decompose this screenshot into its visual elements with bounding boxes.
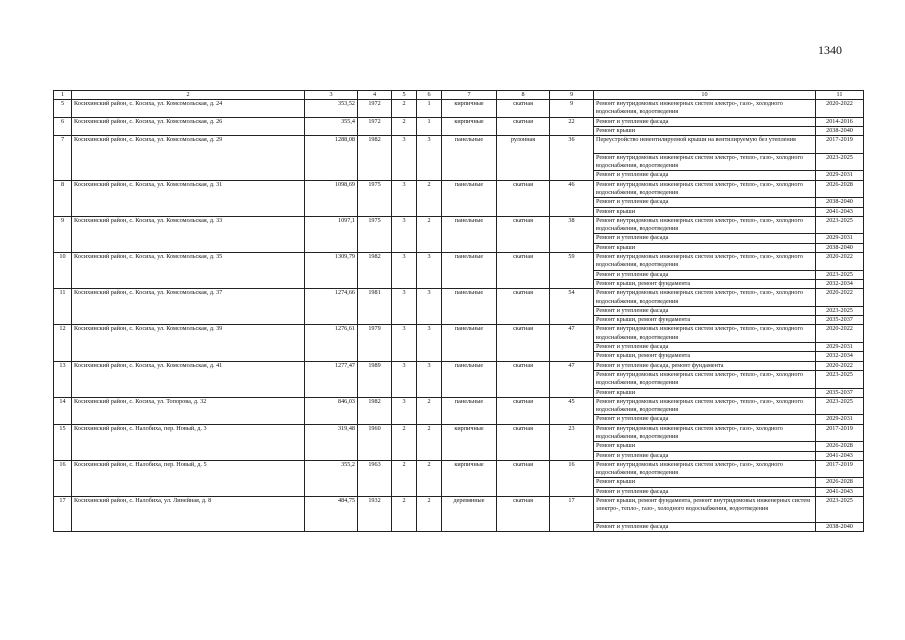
repair-period-cell: 2023-2025 [816,306,864,315]
roof-type-cell: скатная [497,361,550,397]
floors-cell: 3 [392,397,417,424]
column-header: 6 [417,91,442,100]
row-number-cell: 8 [54,180,72,216]
repair-work-cell: Ремонт внутридомовых инженерных систем электро-, тепло-, газо-, холодного водоснабжения, водоотведения [594,325,816,343]
repair-work-cell: Ремонт крыши, ремонт фундамента [594,316,816,325]
repair-period-cell: 2041-2043 [816,487,864,496]
area-cell: 355,2 [305,460,358,496]
residents-cell: 17 [550,497,594,532]
entrances-cell: 3 [417,361,442,397]
repair-work-cell: Ремонт крыши [594,243,816,252]
building-row [54,397,864,415]
repair-period-cell: 2023-2025 [816,497,864,523]
entrances-cell: 2 [417,397,442,424]
repair-work-cell: Ремонт внутридомовых инженерных систем электро-, тепло-, газо-, холодного водоснабжения, водоотведения [594,289,816,307]
roof-type-cell: скатная [497,289,550,325]
floors-cell: 2 [392,497,417,532]
floors-cell: 2 [392,100,417,118]
year-built-cell: 1972 [358,117,392,136]
repair-work-cell: Ремонт и утепление фасада [594,522,816,531]
row-number-cell: 17 [54,497,72,532]
roof-type-cell: скатная [497,397,550,424]
repair-period-cell: 2020-2022 [816,325,864,343]
repair-work-cell: Ремонт и утепление фасада [594,487,816,496]
row-number-cell: 10 [54,253,72,289]
building-row [54,289,864,307]
repair-period-cell: 2035-2037 [816,316,864,325]
entrances-cell: 3 [417,325,442,361]
wall-material-cell: кирпичные [442,460,497,496]
year-built-cell: 1972 [358,100,392,118]
repair-period-cell: 2026-2028 [816,442,864,451]
repair-work-cell: Ремонт крыши, ремонт фундамента, ремонт внутридомовых инженерных систем электро-, тепло-, газо-, холодного водоснабжения, водоотведения [594,497,816,523]
page-number: 1340 [818,43,842,57]
repair-work-cell: Ремонт внутридомовых инженерных систем электро-, тепло-, газо-, холодного водоснабжения, водоотведения [594,180,816,198]
building-row [54,100,864,118]
roof-type-cell: скатная [497,424,550,460]
column-header: 3 [305,91,358,100]
year-built-cell: 1989 [358,361,392,397]
row-number-cell: 15 [54,424,72,460]
area-cell: 1288,08 [305,136,358,180]
floors-cell: 3 [392,361,417,397]
entrances-cell: 1 [417,100,442,118]
repair-period-cell: 2041-2043 [816,451,864,460]
area-cell: 1274,66 [305,289,358,325]
row-number-cell: 11 [54,289,72,325]
residents-cell: 45 [550,397,594,424]
address-cell: Косихинский район, с. Косиха, ул. Комсомольская, д. 37 [72,289,305,325]
wall-material-cell: панельные [442,253,497,289]
address-cell: Косихинский район, с. Косиха, ул. Комсомольская, д. 31 [72,180,305,216]
housing-register-table [53,90,864,532]
wall-material-cell: кирпичные [442,424,497,460]
wall-material-cell: кирпичные [442,100,497,118]
column-header: 8 [497,91,550,100]
repair-period-cell: 2035-2037 [816,388,864,397]
repair-period-cell: 2020-2022 [816,289,864,307]
residents-cell: 47 [550,325,594,361]
repair-work-cell: Ремонт и утепление фасада [594,171,816,180]
roof-type-cell: скатная [497,497,550,532]
repair-work-cell: Ремонт и утепление фасада, ремонт фундамента [594,361,816,370]
entrances-cell: 2 [417,497,442,532]
wall-material-cell: панельные [442,361,497,397]
repair-work-cell: Ремонт и утепление фасада [594,117,816,126]
wall-material-cell: панельные [442,216,497,252]
year-built-cell: 1932 [358,497,392,532]
row-number-cell: 6 [54,117,72,136]
area-cell: 846,03 [305,397,358,424]
repair-work-cell: Ремонт и утепление фасада [594,451,816,460]
wall-material-cell: кирпичные [442,117,497,136]
repair-period-cell: 2038-2040 [816,243,864,252]
building-row [54,136,864,154]
address-cell: Косихинский район, с. Косиха, ул. Комсомольская, д. 24 [72,100,305,118]
floors-cell: 2 [392,117,417,136]
building-row [54,424,864,442]
repair-period-cell: 2029-2031 [816,171,864,180]
repair-work-cell: Ремонт внутридомовых инженерных систем электро-, тепло-, газо-, холодного водоснабжения, водоотведения [594,370,816,388]
roof-type-cell: скатная [497,180,550,216]
address-cell: Косихинский район, с. Налобиха, пер. Новый, д. 3 [72,424,305,460]
year-built-cell: 1975 [358,216,392,252]
roof-type-cell: скатная [497,325,550,361]
wall-material-cell: панельные [442,136,497,180]
column-header: 5 [392,91,417,100]
address-cell: Косихинский район, с. Налобиха, ул. Линейная, д. 8 [72,497,305,532]
wall-material-cell: панельные [442,180,497,216]
repair-period-cell: 2017-2019 [816,424,864,442]
repair-period-cell: 2023-2025 [816,216,864,234]
repair-period-cell: 2017-2019 [816,460,864,478]
area-cell: 319,48 [305,424,358,460]
row-number-cell: 13 [54,361,72,397]
repair-work-cell: Ремонт крыши [594,478,816,487]
row-number-cell: 12 [54,325,72,361]
year-built-cell: 1979 [358,325,392,361]
year-built-cell: 1982 [358,136,392,180]
area-cell: 1097,1 [305,216,358,252]
repair-work-cell: Ремонт крыши, ремонт фундамента [594,352,816,361]
repair-period-cell: 2017-2019 [816,136,864,154]
entrances-cell: 2 [417,424,442,460]
repair-work-cell: Ремонт и утепление фасада [594,234,816,243]
year-built-cell: 1982 [358,397,392,424]
repair-work-cell: Ремонт и утепление фасада [594,306,816,315]
building-row [54,180,864,198]
column-header: 9 [550,91,594,100]
repair-work-cell: Ремонт внутридомовых инженерных систем электро-, газо-, холодного водоснабжения, водоотведения [594,424,816,442]
area-cell: 484,75 [305,497,358,532]
address-cell: Косихинский район, с. Косиха, ул. Комсомольская, д. 39 [72,325,305,361]
area-cell: 1276,61 [305,325,358,361]
residents-cell: 16 [550,460,594,496]
column-header: 10 [594,91,816,100]
area-cell: 1098,69 [305,180,358,216]
repair-period-cell: 2038-2040 [816,126,864,135]
column-header: 7 [442,91,497,100]
address-cell: Косихинский район, с. Косиха, ул. Комсомольская, д. 29 [72,136,305,180]
residents-cell: 9 [550,100,594,118]
year-built-cell: 1975 [358,180,392,216]
floors-cell: 3 [392,289,417,325]
repair-period-cell: 2020-2022 [816,253,864,271]
repair-period-cell: 2014-2016 [816,117,864,126]
roof-type-cell: скатная [497,253,550,289]
address-cell: Косихинский район, с. Косиха, ул. Комсомольская, д. 33 [72,216,305,252]
column-header: 4 [358,91,392,100]
residents-cell: 38 [550,216,594,252]
roof-type-cell: рулонная [497,136,550,180]
repair-work-cell: Ремонт внутридомовых инженерных систем электро-, тепло-, газо-, холодного водоснабжения, водоотведения [594,216,816,234]
address-cell: Косихинский район, с. Косиха, ул. Топорова, д. 32 [72,397,305,424]
entrances-cell: 3 [417,253,442,289]
floors-cell: 3 [392,136,417,180]
repair-period-cell: 2020-2022 [816,361,864,370]
floors-cell: 2 [392,460,417,496]
repair-period-cell: 2023-2025 [816,397,864,415]
roof-type-cell: скатная [497,216,550,252]
floors-cell: 3 [392,180,417,216]
area-cell: 1309,79 [305,253,358,289]
address-cell: Косихинский район, с. Косиха, ул. Комсомольская, д. 41 [72,361,305,397]
floors-cell: 2 [392,424,417,460]
wall-material-cell: панельные [442,397,497,424]
repair-work-cell: Ремонт крыши [594,126,816,135]
row-number-cell: 5 [54,100,72,118]
repair-work-cell: Ремонт внутридомовых инженерных систем электро-, газо-, холодного водоснабжения, водоотведения [594,460,816,478]
row-number-cell: 7 [54,136,72,180]
repair-work-cell: Ремонт и утепление фасада [594,343,816,352]
roof-type-cell: скатная [497,117,550,136]
repair-work-cell: Ремонт крыши [594,207,816,216]
floors-cell: 3 [392,216,417,252]
repair-period-cell: 2038-2040 [816,522,864,531]
repair-period-cell: 2023-2025 [816,153,864,171]
repair-work-cell: Ремонт и утепление фасада [594,270,816,279]
repair-work-cell: Ремонт внутридомовых инженерных систем электро-, тепло-, газо-, холодного водоснабжения, водоотведения [594,153,816,171]
address-cell: Косихинский район, с. Косиха, ул. Комсомольская, д. 26 [72,117,305,136]
repair-work-cell: Ремонт внутридомовых инженерных систем электро-, тепло-, газо-, холодного водоснабжения, водоотведения [594,397,816,415]
floors-cell: 3 [392,253,417,289]
wall-material-cell: деревянные [442,497,497,532]
row-number-cell: 16 [54,460,72,496]
repair-period-cell: 2029-2031 [816,415,864,424]
residents-cell: 23 [550,424,594,460]
repair-work-cell: Ремонт крыши [594,442,816,451]
building-row [54,117,864,126]
repair-work-cell: Ремонт и утепление фасада [594,415,816,424]
address-cell: Косихинский район, с. Косиха, ул. Комсомольская, д. 35 [72,253,305,289]
residents-cell: 36 [550,136,594,180]
column-number-row [54,91,864,100]
floors-cell: 3 [392,325,417,361]
entrances-cell: 2 [417,216,442,252]
repair-work-cell: Ремонт внутридомовых инженерных систем электро-, тепло-, газо-, холодного водоснабжения, водоотведения [594,253,816,271]
year-built-cell: 1981 [358,289,392,325]
building-row [54,216,864,234]
column-header: 11 [816,91,864,100]
entrances-cell: 1 [417,117,442,136]
building-row [54,497,864,523]
entrances-cell: 3 [417,289,442,325]
repair-period-cell: 2023-2025 [816,370,864,388]
roof-type-cell: скатная [497,460,550,496]
address-cell: Косихинский район, с. Налобиха, пер. Новый, д. 5 [72,460,305,496]
entrances-cell: 3 [417,136,442,180]
residents-cell: 59 [550,253,594,289]
year-built-cell: 1960 [358,424,392,460]
building-row [54,460,864,478]
repair-period-cell: 2038-2040 [816,198,864,207]
residents-cell: 22 [550,117,594,136]
column-header: 2 [72,91,305,100]
repair-period-cell: 2032-2034 [816,279,864,288]
area-cell: 353,52 [305,100,358,118]
year-built-cell: 1963 [358,460,392,496]
row-number-cell: 9 [54,216,72,252]
residents-cell: 47 [550,361,594,397]
roof-type-cell: скатная [497,100,550,118]
column-header: 1 [54,91,72,100]
repair-period-cell: 2026-2028 [816,180,864,198]
row-number-cell: 14 [54,397,72,424]
residents-cell: 46 [550,180,594,216]
repair-work-cell: Ремонт внутридомовых инженерных систем электро-, газо-, холодного водоснабжения, водоотведения [594,100,816,118]
repair-period-cell: 2029-2031 [816,234,864,243]
year-built-cell: 1982 [358,253,392,289]
repair-work-cell: Ремонт и утепление фасада [594,198,816,207]
entrances-cell: 2 [417,180,442,216]
building-row [54,361,864,370]
repair-period-cell: 2023-2025 [816,270,864,279]
repair-period-cell: 2041-2043 [816,207,864,216]
building-row [54,253,864,271]
area-cell: 355,4 [305,117,358,136]
repair-period-cell: 2026-2028 [816,478,864,487]
area-cell: 1277,47 [305,361,358,397]
building-row [54,325,864,343]
wall-material-cell: панельные [442,289,497,325]
repair-work-cell: Ремонт крыши [594,388,816,397]
repair-period-cell: 2032-2034 [816,352,864,361]
repair-period-cell: 2029-2031 [816,343,864,352]
entrances-cell: 2 [417,460,442,496]
residents-cell: 54 [550,289,594,325]
repair-work-cell: Ремонт крыши, ремонт фундамента [594,279,816,288]
repair-work-cell: Переустройство невентилируемой крыши на вентилируемую без утепления [594,136,816,154]
repair-period-cell: 2020-2022 [816,100,864,118]
wall-material-cell: панельные [442,325,497,361]
